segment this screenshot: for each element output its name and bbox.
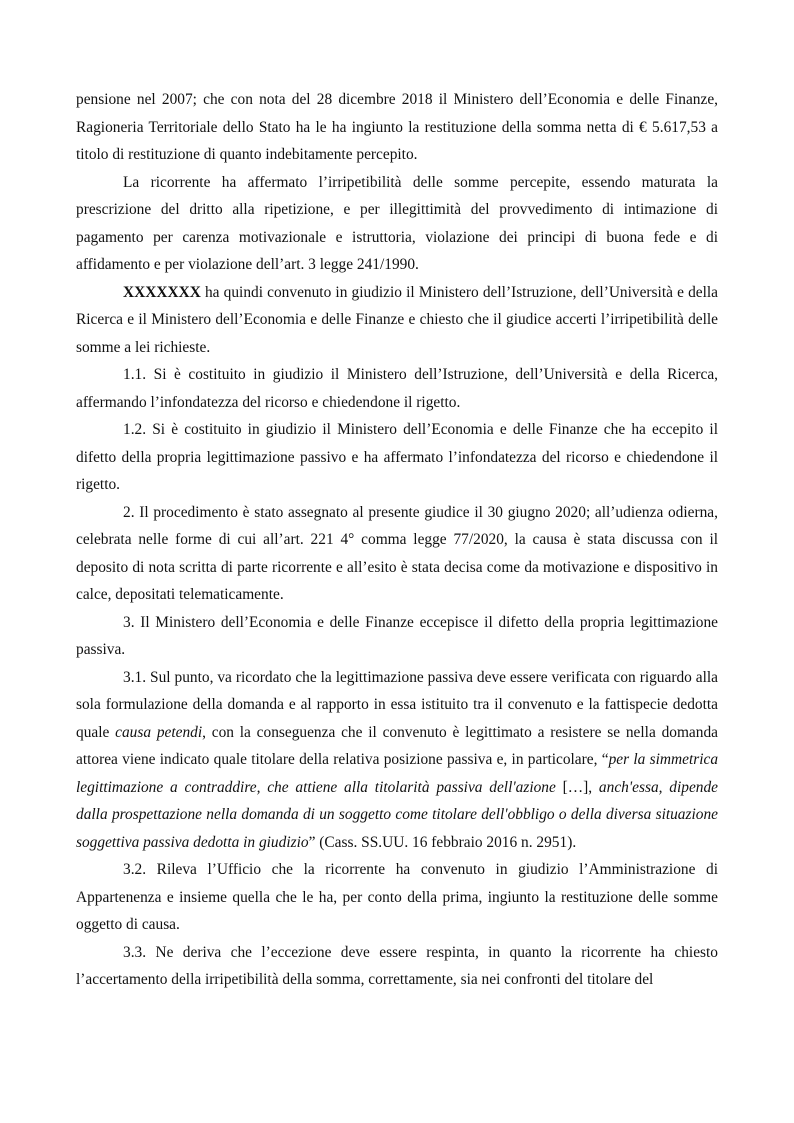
quote-italic-1: per la simmetrica legittimazione a contraddire, che attiene alla titolarità passiva dell'azione xyxy=(76,751,719,796)
paragraph-3-1 xyxy=(76,664,718,857)
paragraph-2: 2. Il procedimento è stato assegnato al presente giudice il 30 giugno 2020; all’udienza odierna, celebrata nelle forme di cui all’art. 221 4° comma legge 77/2020, la causa è stata discussa con il deposito di nota scritta di parte ricorrente e all’esito è stata decisa come da motivazione e dispositivo in calce, depositati telematicamente. xyxy=(76,503,718,603)
paragraph-1-2: 1.2. Si è costituito in giudizio il Ministero dell’Economia e delle Finanze che ha eccepito il difetto della propria legittimazione passivo e ha affermato l’infondatezza del ricorso e chiedendone il rigetto. xyxy=(76,421,718,493)
paragraph-3-2: 3.2. Rileva l’Ufficio che la ricorrente ha convenuto in giudizio l’Amministrazione di Appartenenza e insieme quella che le ha, per conto della prima, ingiunto la restituzione delle somme oggetto di causa. xyxy=(76,861,718,933)
paragraph-3-1-part-c: , con la conseguenza che il convenuto è legittimato a resistere se nella domanda attorea viene indicato quale titolare della relativa posizione passiva e, in particolare, “ xyxy=(76,723,718,768)
paragraph-convenuto-text: ha quindi convenuto in giudizio il Ministero dell’Istruzione, dell’Università e della Ricerca e il Ministero dell’Economia e delle Finanze e chiesto che il giudice accerti l’irripetibilità delle somme a lei richieste. xyxy=(76,283,718,356)
paragraph-3-3: 3.3. Ne deriva che l’eccezione deve essere respinta, in quanto la ricorrente ha chiesto l’accertamento della irripetibilità della somma, correttamente, sia nei confronti del titolare del xyxy=(76,943,718,988)
paragraph-3: 3. Il Ministero dell’Economia e delle Finanze eccepisce il difetto della propria legittimazione passiva. xyxy=(76,613,718,658)
paragraph-convenuto xyxy=(76,279,718,362)
quote-italic-2: anch'essa, dipende dalla prospettazione nella domanda di un soggetto come titolare dell'obbligo o della diversa situazione soggettiva passiva dedotta in giudizio xyxy=(76,778,718,851)
causa-petendi-italic: causa petendi xyxy=(115,723,203,741)
paragraph-pensione: pensione nel 2007; che con nota del 28 dicembre 2018 il Ministero dell’Economia e delle Finanze, Ragioneria Territoriale dello Stato ha le ha ingiunto la restituzione della somma netta di € 5.617,53 a titolo di restituzione di quanto indebitamente percepito. xyxy=(76,91,718,163)
paragraph-3-1-part-a: 3.1. Sul punto, va ricordato che la legittimazione passiva deve essere verificata con riguardo alla sola formulazione della domanda e al rapporto in essa istituito tra il convenuto e la fattispecie dedotta quale xyxy=(76,668,718,741)
document-page xyxy=(76,86,718,994)
quote-ellipsis: […], xyxy=(555,778,599,796)
citation: ” (Cass. SS.UU. 16 febbraio 2016 n. 2951). xyxy=(308,833,577,851)
paragraph-1-1: 1.1. Si è costituito in giudizio il Ministero dell’Istruzione, dell’Università e della Ricerca, affermando l’infondatezza del ricorso e chiedendone il rigetto. xyxy=(76,366,718,411)
redacted-name: XXXXXXX xyxy=(123,283,201,301)
paragraph-ricorrente-affermato: La ricorrente ha affermato l’irripetibilità delle somme percepite, essendo maturata la prescrizione del dritto alla ripetizione, e per illegittimità del provvedimento di intimazione di pagamento per carenza motivazionale e istruttoria, violazione dei principi di buona fede e di affidamento e per violazione dell’art. 3 legge 241/1990. xyxy=(76,173,718,273)
